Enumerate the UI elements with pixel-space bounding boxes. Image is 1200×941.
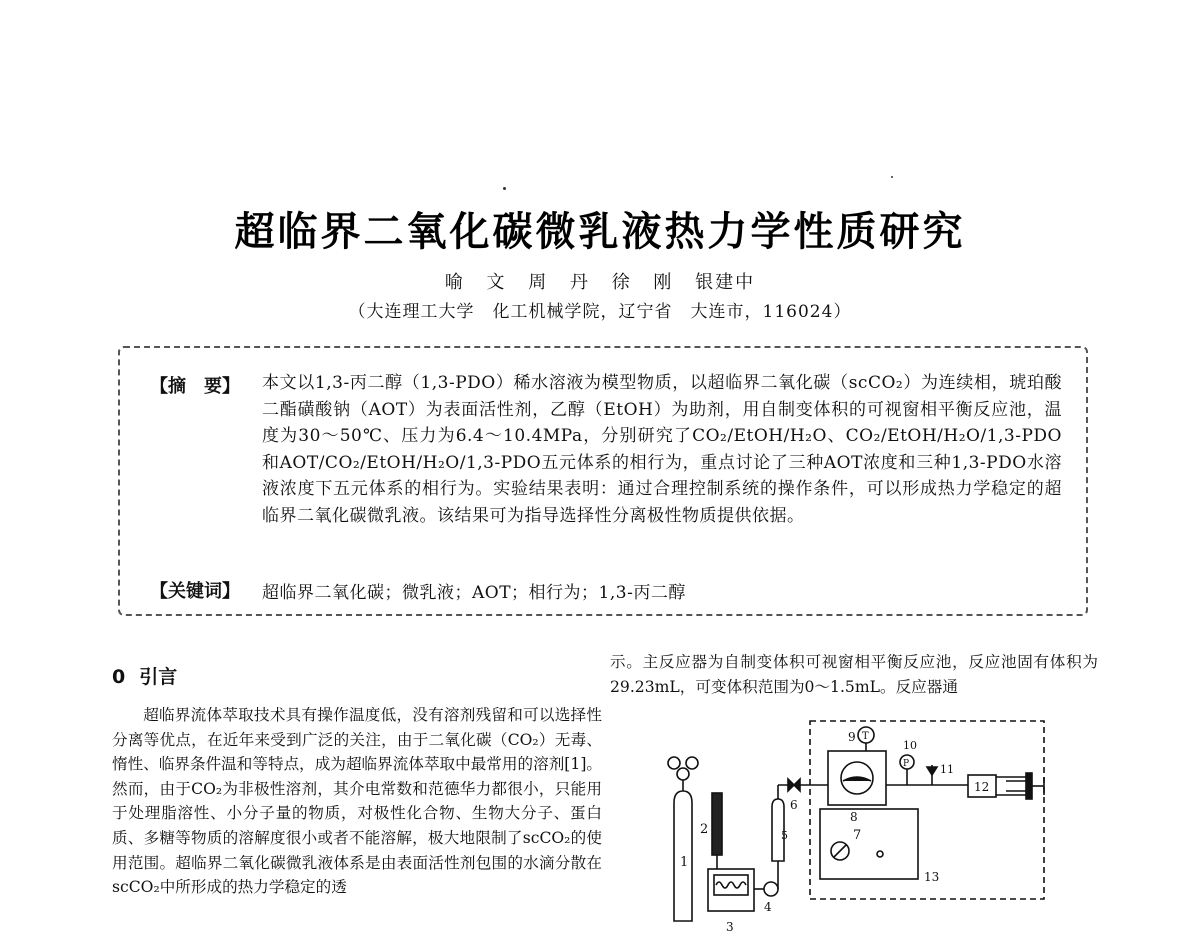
temperature-controller [820, 809, 918, 879]
pump [754, 861, 778, 896]
gauge-t-letter: T [862, 731, 869, 742]
label-9: 9 [848, 730, 856, 744]
affiliation: （大连理工大学 化工机械学院，辽宁省 大连市，116024） [348, 302, 852, 322]
keywords-label: 【关键词】 [150, 581, 240, 602]
author-list: 喻 文 周 丹 徐 刚 银建中 [444, 272, 756, 293]
right-column-paragraph: 示。主反应器为自制变体积可视窗相平衡反应池，反应池固有体积为29.23mL，可变体积范围为0～1.5mL。反应器通 [610, 653, 1098, 696]
label-1: 1 [680, 855, 689, 870]
keywords-text: 超临界二氧化碳；微乳液；AOT；相行为；1,3-丙二醇 [262, 583, 686, 603]
section-title: 引言 [139, 666, 178, 688]
label-12: 12 [974, 780, 990, 794]
gas-cylinder [668, 757, 698, 921]
speck-mark [503, 187, 506, 190]
paper-title: 超临界二氧化碳微乳液热力学性质研究 [234, 209, 966, 255]
label-10: 10 [903, 739, 917, 752]
section-heading [112, 662, 177, 689]
label-4: 4 [764, 900, 772, 914]
label-7: 7 [853, 828, 862, 843]
apparatus-diagram [650, 711, 1070, 941]
abstract-text: 本文以1,3-丙二醇（1,3-PDO）稀水溶液为模型物质，以超临界二氧化碳（scCO₂）为连续相，琥珀酸二酯磺酸钠（AOT）为表面活性剂，乙醇（EtOH）为助剂，用自制变体积的可视窗相平衡反应池，温度为30～50℃、压力为6.4～10.4MPa，分别研究了CO₂/EtOH/H₂O、CO₂/EtOH/H₂O/1,3-PDO和AOT/CO₂/EtOH/H₂O/1,3-PDO五元体系的相行为，重点讨论了三种AOT浓度和三种1,3-PDO水溶液浓度下五元体系的相行为。实验结果表明：通过合理控制系统的操作条件，可以形成热力学稳定的超临界二氧化碳微乳液。该结果可为指导选择性分离极性物质提供依据。 [262, 373, 1062, 526]
label-6: 6 [790, 798, 798, 812]
label-8: 8 [850, 810, 858, 824]
inlet-valve [788, 779, 800, 791]
section-number: 0 [112, 666, 126, 688]
label-3: 3 [726, 920, 734, 934]
abstract-label: 【摘 要】 [150, 376, 240, 397]
cooler-bath [708, 869, 754, 911]
gauge-p-letter: P [903, 759, 910, 769]
label-11: 11 [940, 763, 954, 776]
speck-mark [891, 176, 893, 178]
label-5: 5 [781, 829, 788, 842]
vent-valve [927, 765, 937, 785]
intro-paragraph: 超临界流体萃取技术具有操作温度低，没有溶剂残留和可以选择性分离等优点，在近年来受到广泛的关注，由于二氧化碳（CO₂）无毒、惰性、临界条件温和等特点，成为超临界流体萃取中最常用的溶剂[1]。然而，由于CO₂为非极性溶剂，其介电常数和范德华力都很小，只能用于处理脂溶性、小分子量的物质，对极性化合物、生物大分子、蛋白质、多糖等物质的溶解度很小或者不能溶解，极大地限制了scCO₂的使用范围。超临界二氧化碳微乳液体系是由表面活性剂包围的水滴分散在scCO₂中所形成的热力学稳定的透 [112, 706, 602, 897]
reactor-cell [828, 751, 886, 805]
label-13: 13 [924, 870, 940, 884]
label-2: 2 [700, 822, 709, 837]
